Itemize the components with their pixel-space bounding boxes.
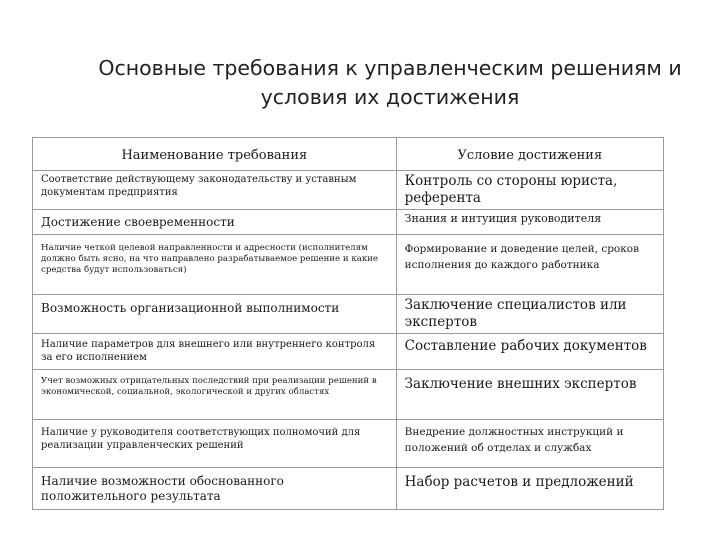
condition-cell: Формирование и доведение целей, сроков исполнения до каждого работника — [396, 235, 663, 295]
slide-title-line-1: Основные требования к управленческим решениям и — [98, 56, 682, 80]
condition-cell: Заключение специалистов или экспертов — [396, 295, 663, 334]
table-row — [33, 210, 664, 235]
header-requirement: Наименование требования — [33, 138, 397, 171]
condition-cell: Набор расчетов и предложений — [396, 468, 663, 510]
table-row — [33, 420, 664, 468]
table-row — [33, 295, 664, 334]
condition-cell: Составление рабочих документов — [396, 334, 663, 370]
table-row — [33, 370, 664, 420]
condition-cell: Внедрение должностных инструкций и положений об отделах и службах — [396, 420, 663, 468]
condition-cell: Знания и интуиция руководителя — [396, 210, 663, 235]
requirement-cell: Учет возможных отрицательных последствий при реализации решений в экономической, социальной, экологической и других областях — [33, 370, 397, 420]
table-header-row — [33, 138, 664, 171]
condition-cell: Контроль со стороны юриста, референта — [396, 171, 663, 210]
slide-title-line-2: условия их достижения — [260, 85, 520, 109]
requirement-cell: Соответствие действующему законодательству и уставным документам предприятия — [33, 171, 397, 210]
requirements-table — [32, 137, 664, 510]
requirement-cell: Наличие у руководителя соответствующих полномочий для реализации управленческих решений — [33, 420, 397, 468]
requirement-cell: Наличие четкой целевой направленности и адресности (исполнителям должно быть ясно, на что направлено разрабатываемое решение и какие средства будут использоваться) — [33, 235, 397, 295]
requirement-cell: Наличие параметров для внешнего или внутреннего контроля за его исполнением — [33, 334, 397, 370]
table-row — [33, 171, 664, 210]
table-row — [33, 468, 664, 510]
table-row — [33, 235, 664, 295]
requirement-cell: Достижение своевременности — [33, 210, 397, 235]
requirement-cell: Возможность организационной выполнимости — [33, 295, 397, 334]
header-condition: Условие достижения — [396, 138, 663, 171]
requirement-cell: Наличие возможности обоснованного положительного результата — [33, 468, 397, 510]
condition-cell: Заключение внешних экспертов — [396, 370, 663, 420]
table-row — [33, 334, 664, 370]
slide-title — [60, 54, 720, 112]
